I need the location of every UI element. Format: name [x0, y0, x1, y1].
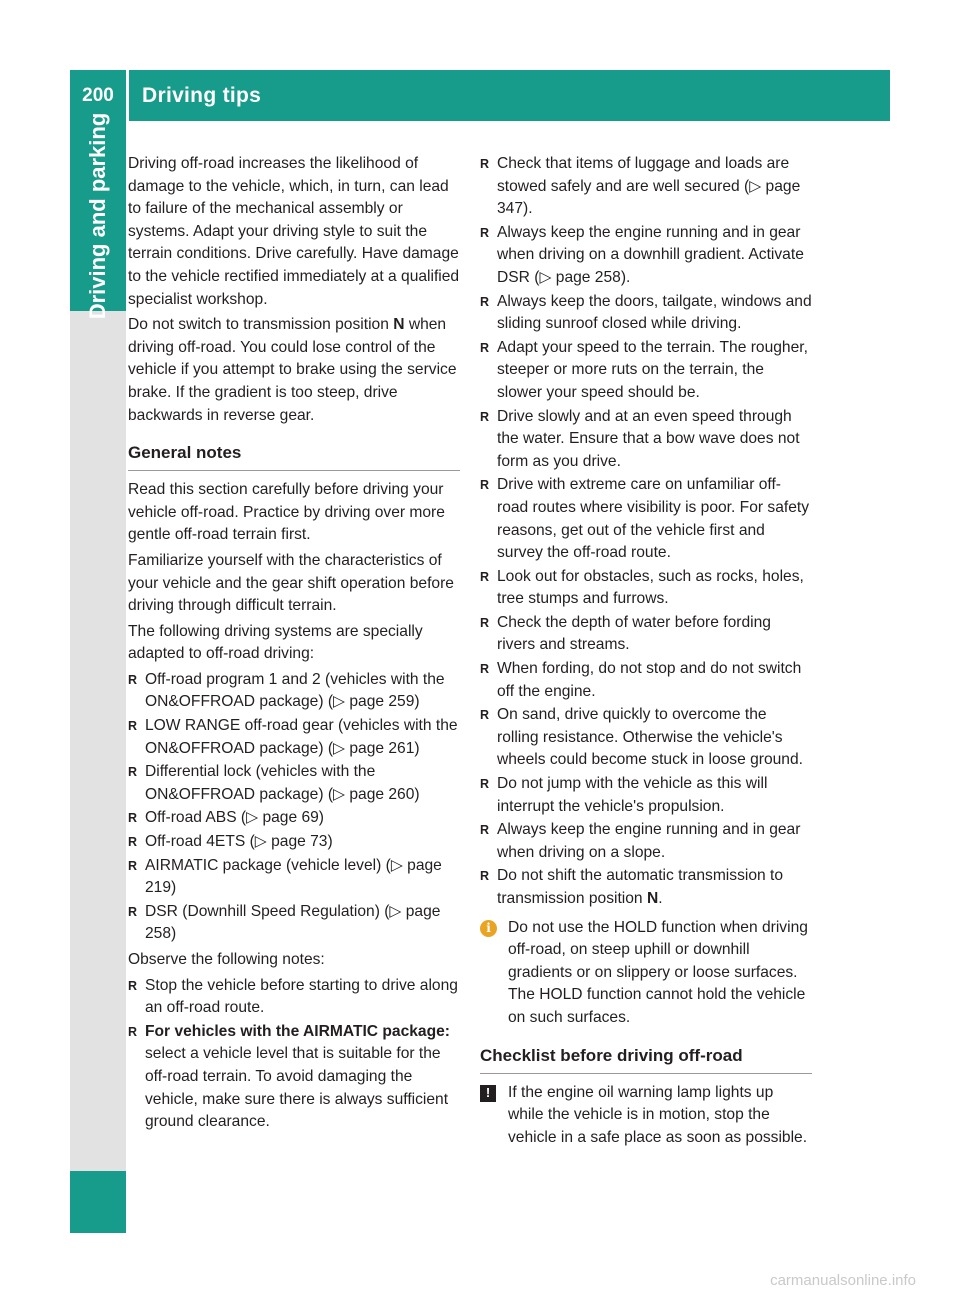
list-item: R Do not jump with the vehicle as this will interrupt the vehicle's propulsion.	[480, 773, 812, 818]
warning-note-text: If the engine oil warning lamp lights up while the vehicle is in motion, stop the vehicle in a safe place as soon as possible.	[508, 1083, 808, 1146]
list-item: R Stop the vehicle before starting to drive along an off-road route.	[128, 975, 460, 1020]
list-item: R Always keep the engine running and in gear when driving on a downhill gradient. Activate DSR (▷ page 258).	[480, 222, 812, 290]
text-segment: when driving off-road. You could lose control of the vehicle if you attempt to brake using the service brake. If the gradient is too steep, drive backwards in reverse gear.	[128, 316, 457, 424]
warning-icon: !	[480, 1085, 496, 1102]
transmission-position-n: N	[646, 890, 659, 907]
right-column	[480, 153, 812, 1152]
general-notes-heading: General notes	[128, 430, 460, 471]
list-item: R Differential lock (vehicles with the ON&OFFROAD package) (▷ page 260)	[128, 761, 460, 806]
driving-systems-list	[128, 669, 460, 946]
text-segment: Do not switch to transmission position	[128, 316, 394, 334]
list-item	[480, 865, 812, 910]
list-item: R Check the depth of water before fording rivers and streams.	[480, 612, 812, 657]
read-paragraph: Read this section carefully before driving your vehicle off-road. Practice by driving over more gentle off-road terrain first.	[128, 481, 445, 544]
list-item: R AIRMATIC package (vehicle level) (▷ page 219)	[128, 855, 460, 900]
airmatic-label: For vehicles with the AIRMATIC package:	[145, 1022, 450, 1040]
list-item: R Check that items of luggage and loads are stowed safely and are well secured (▷ page 347).	[480, 153, 812, 221]
transmission-position-n: N	[393, 316, 405, 334]
list-item: R Drive with extreme care on unfamiliar off-road routes where visibility is poor. For safety reasons, get out of the vehicle first and survey the off-road route.	[480, 474, 812, 564]
text-segment: .	[658, 890, 663, 907]
list-item: R Adapt your speed to the terrain. The rougher, steeper or more ruts on the terrain, the slower your speed should be.	[480, 337, 812, 405]
left-column	[128, 153, 460, 1137]
list-item: R Always keep the engine running and in gear when driving on a slope.	[480, 819, 812, 864]
list-item: R On sand, drive quickly to overcome the rolling resistance. Otherwise the vehicle's wheels could become stuck in loose ground.	[480, 704, 812, 772]
list-item: R Off-road program 1 and 2 (vehicles with the ON&OFFROAD package) (▷ page 259)	[128, 669, 460, 714]
checklist-heading: Checklist before driving off-road	[480, 1033, 812, 1074]
info-note	[480, 917, 812, 1030]
warning-note	[480, 1082, 812, 1150]
offroad-tips-list	[480, 153, 812, 911]
list-item: R Look out for obstacles, such as rocks, holes, tree stumps and furrows.	[480, 566, 812, 611]
watermark-text: carmanualsonline.info	[770, 1272, 916, 1289]
observe-list	[128, 975, 460, 1134]
list-item: R Off-road ABS (▷ page 69)	[128, 807, 460, 830]
list-item	[128, 1021, 460, 1134]
info-icon: i	[480, 920, 497, 937]
intro-paragraph: Driving off-road increases the likelihood of damage to the vehicle, which, in turn, can lead to failure of the mechanical assembly or systems. Adapt your driving style to suit the terrain conditions. Drive carefully. Have damage to the vehicle rectified immediately at a qualified specialist workshop.	[128, 155, 460, 308]
list-item: R Drive slowly and at an even speed through the water. Ensure that a bow wave does not form as you drive.	[480, 406, 812, 474]
list-item: R DSR (Downhill Speed Regulation) (▷ page 258)	[128, 901, 460, 946]
familiarize-paragraph: Familiarize yourself with the characteristics of your vehicle and the gear shift operation before driving through difficult terrain.	[128, 551, 454, 615]
list-item: R LOW RANGE off-road gear (vehicles with the ON&OFFROAD package) (▷ page 261)	[128, 715, 460, 760]
list-item: R Always keep the doors, tailgate, windows and sliding sunroof closed while driving.	[480, 291, 812, 336]
header-divider	[126, 70, 129, 121]
list-item: R When fording, do not stop and do not switch off the engine.	[480, 658, 812, 703]
side-accent-block	[70, 1171, 126, 1233]
list-item: R Off-road 4ETS (▷ page 73)	[128, 831, 460, 854]
page-title: Driving tips	[142, 83, 262, 107]
info-note-text: Do not use the HOLD function when driving off-road, on steep uphill or downhill gradients or on slippery or loose surfaces. The HOLD function cannot hold the vehicle on such surfaces.	[508, 918, 808, 1026]
text-segment: Do not shift the automatic transmission to transmission position	[497, 867, 784, 907]
page-number: 200	[82, 84, 114, 106]
text-segment: select a vehicle level that is suitable for the off-road terrain. To avoid damaging the vehicle, make sure there is always sufficient ground clearance.	[145, 1045, 449, 1131]
chapter-tab-label: Driving and parking	[85, 112, 110, 320]
transmission-paragraph	[128, 314, 460, 427]
systems-intro: The following driving systems are specially adapted to off-road driving:	[128, 622, 423, 663]
observe-intro: Observe the following notes:	[128, 951, 325, 968]
